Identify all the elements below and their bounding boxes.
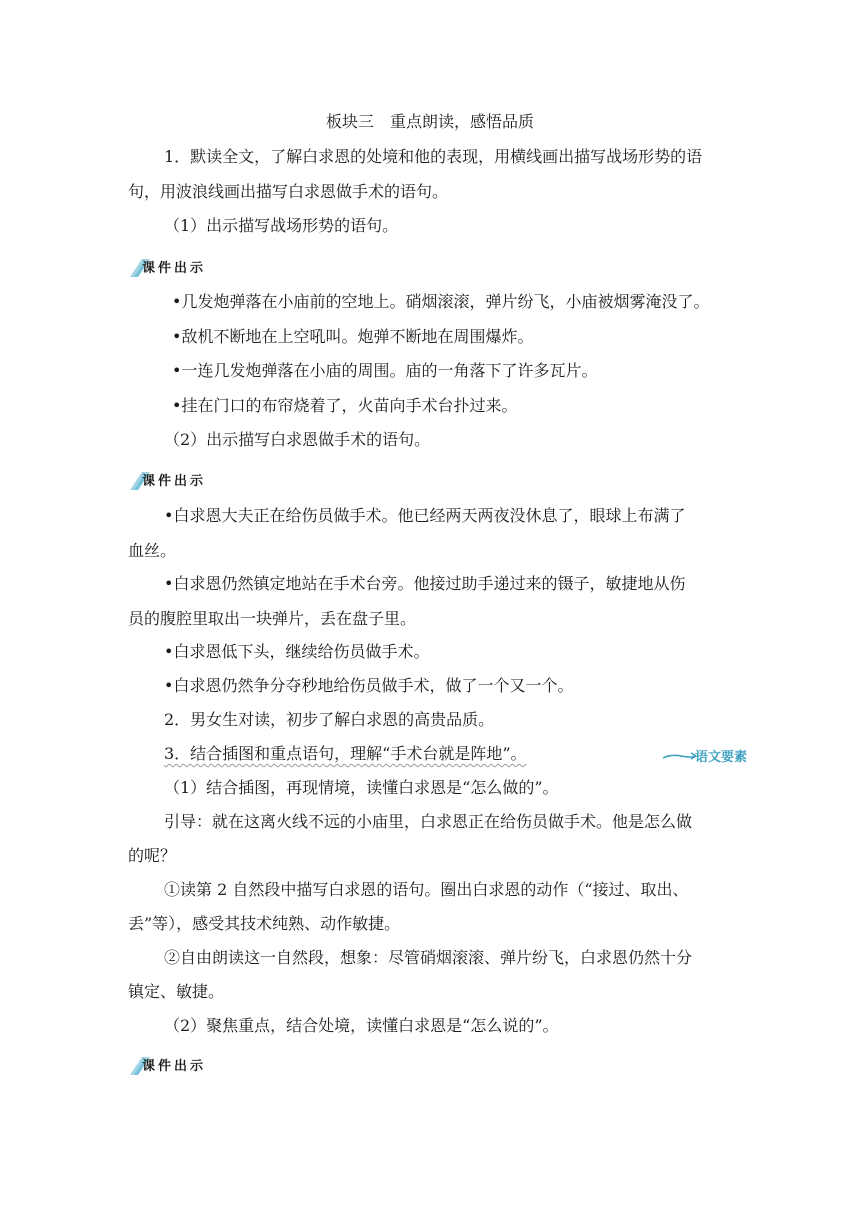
bullet-line: •白求恩仍然争分夺秒地给伤员做手术，做了一个又一个。 <box>164 676 574 695</box>
bullet-line-continued: 员的腹腔里取出一块弹片，丢在盘子里。 <box>128 609 417 628</box>
sub-item-1: （1）出示描写战场形势的语句。 <box>164 216 399 235</box>
paragraph-2: 2．男女生对读，初步了解白求恩的高贵品质。 <box>164 710 495 729</box>
step-2-line-2: 镇定、敏捷。 <box>128 982 225 1001</box>
bullet-line: •几发炮弹落在小庙前的空地上。硝烟滚滚，弹片纷飞，小庙被烟雾淹没了。 <box>172 292 710 311</box>
bullet-line-continued: 血丝。 <box>128 541 177 560</box>
bullet-line: •挂在门口的布帘烧着了，火苗向手术台扑过来。 <box>172 396 518 415</box>
bullet-line: •白求恩仍然镇定地站在手术台旁。他接过助手递过来的镊子，敏捷地从伤 <box>164 574 686 593</box>
margin-note <box>661 744 781 768</box>
step-2-line-1: ②自由朗读这一自然段，想象：尽管硝烟滚滚、弹片纷飞，白求恩仍然十分 <box>164 948 693 967</box>
courseware-badge-1 <box>128 255 248 279</box>
section-title: 板块三 重点朗读，感悟品质 <box>325 112 534 131</box>
sub-item-4: （2）聚焦重点，结合处境，读懂白求恩是“怎么说的”。 <box>164 1016 559 1035</box>
sub-item-2: （2）出示描写白求恩做手术的语句。 <box>164 430 431 449</box>
courseware-badge-3 <box>128 1053 248 1077</box>
paragraph-1-line-1: 1．默读全文，了解白求恩的处境和他的表现，用横线画出描写战场形势的语 <box>164 147 703 166</box>
bullet-line: •敌机不断地在上空吼叫。炮弹不断地在周围爆炸。 <box>172 327 534 346</box>
sub-item-3: （1）结合插图，再现情境，读懂白求恩是“怎么做的”。 <box>164 778 559 797</box>
guide-line-2: 的呢？ <box>128 846 177 865</box>
badge-label: 课件出示 <box>142 261 207 276</box>
courseware-badge-2 <box>128 468 248 492</box>
bullet-line: •白求恩低下头，继续给伤员做手术。 <box>164 642 430 661</box>
guide-line-1: 引导：就在这离火线不远的小庙里，白求恩正在给伤员做手术。他是怎么做 <box>164 812 693 831</box>
bullet-line: •一连几发炮弹落在小庙的周围。庙的一角落下了许多瓦片。 <box>172 361 598 380</box>
bullet-line: •白求恩大夫正在给伤员做手术。他已经两天两夜没休息了，眼球上布满了 <box>164 506 686 525</box>
step-1-line-1: ①读第 2 自然段中描写白求恩的语句。圈出白求恩的动作（“接过、取出、 <box>164 880 689 899</box>
paragraph-3: 3．结合插图和重点语句，理解“手术台就是阵地”。 <box>164 744 527 763</box>
margin-note-label: 语文要素 <box>695 750 748 765</box>
badge-label: 课件出示 <box>142 1059 207 1074</box>
step-1-line-2: 丢”等），感受其技术纯熟、动作敏捷。 <box>128 914 401 933</box>
paragraph-1-line-2: 句，用波浪线画出描写白求恩做手术的语句。 <box>128 182 449 201</box>
badge-label: 课件出示 <box>142 474 207 489</box>
